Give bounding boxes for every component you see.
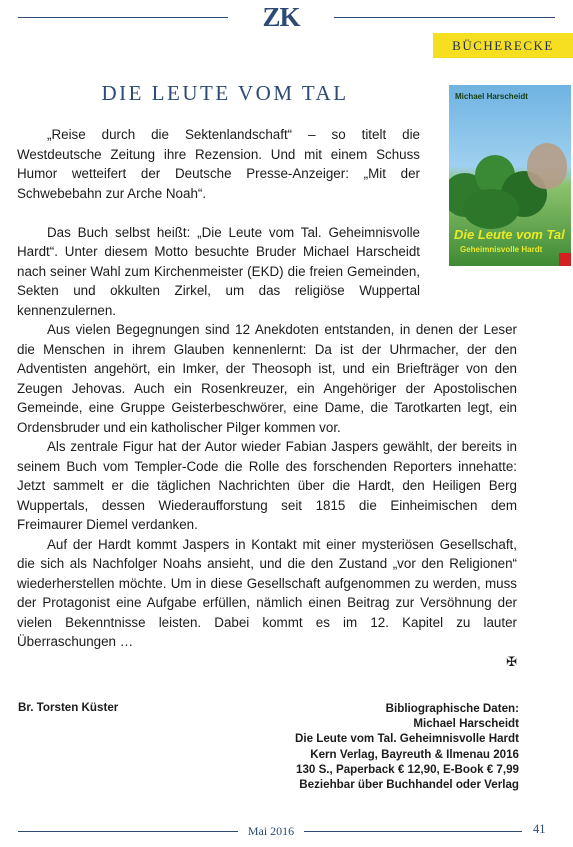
cover-portrait: [527, 143, 567, 189]
header-rule-right: [334, 17, 555, 18]
bibliography-line: 130 S., Paperback € 12,90, E-Book € 7,99: [296, 762, 519, 776]
cover-flag: [559, 253, 571, 266]
article-paragraph: Aus vielen Begegnungen sind 12 Anekdoten entstanden, in denen der Leser die Menschen in ihrem Glauben kennenlernt: Da ist der Uhrmacher, der den Adventisten angehört, ein Imker, der Theosoph ist, und ein Briefträger von den Zeugen Jehovas. Auch ein Rosenkreuzer, ein Angehöriger der Apostolischen Gemeinde, eine Gruppe Geisterbeschwörer, eine Dame, die Tarotkarten legt, ein Ordensbruder und ein katholischer Pilger kommen vor.: [17, 322, 517, 435]
cover-title: Die Leute vom Tal: [454, 227, 565, 242]
end-mark-icon: ✠: [506, 653, 517, 669]
footer-rule-right: [304, 831, 522, 832]
bibliography-line: Die Leute vom Tal. Geheimnisvolle Hardt: [295, 732, 519, 746]
bibliography-line: Kern Verlag, Bayreuth & Ilmenau 2016: [310, 747, 519, 761]
bibliography-line: Michael Harscheidt: [413, 717, 519, 731]
bibliography-heading: Bibliographische Daten:: [385, 702, 519, 715]
footer-rule-left: [18, 831, 238, 832]
cover-subtitle: Geheimnisvolle Hardt: [460, 245, 543, 254]
article-paragraph-text: Auf der Hardt kommt Jaspers in Kontakt mit einer mysteriösen Gesellschaft, die sich als Nachfolger Noahs ansieht, und die den Zustand „vor den Religionen“ wiederherstellen möchte. Um in diese Gesellschaft aufgenommen zu werden, muss der Protagonist eine Aufgabe erfüllen, nämlich einen Beitrag zur Versöhnung der vielen Bekenntnisse leisten. Dabei kommt es im 12. Kapitel zu lauter Überraschungen …: [17, 536, 517, 649]
magazine-logo: ZK: [262, 2, 300, 32]
article-paragraph: Als zentrale Figur hat der Autor wieder Fabian Jaspers gewählt, der bereits in seinem Buch vom Templer-Code die Rolle des forschenden Reporters innehatte: Jetzt sammelt er die täglichen Nachrichten über die Hardt, den Heiligen Berg Wuppertals, dessen Wiederaufforstung seit 1815 die Einheimischen dem Freimaurer Diemel verdanken.: [17, 439, 517, 532]
article-body: [17, 125, 517, 671]
section-badge: BÜCHERECKE: [433, 33, 573, 58]
header-rule-left: [18, 17, 228, 18]
cover-author: Michael Harscheidt: [455, 92, 528, 101]
article-title: DIE LEUTE VOM TAL: [101, 81, 349, 105]
bibliography-block: [295, 701, 519, 792]
bibliography-line: Beziehbar über Buchhandel oder Verlag: [299, 778, 519, 792]
article-paragraph: [17, 535, 517, 652]
article-author: Br. Torsten Küster: [18, 701, 119, 714]
end-mark-row: [17, 652, 517, 669]
article-paragraph: „Reise durch die Sektenlandschaft“ – so titelt die Westdeutsche Zeitung ihre Rezension. Und mit einem Schuss Humor wetteifert der Deutsche Presse-Anzeiger: „Mit der Schwebebahn zur Arche Noah“.: [17, 127, 420, 201]
article-paragraph: Das Buch selbst heißt: „Die Leute vom Tal. Geheimnisvolle Hardt“. Unter diesem Motto besuchte Bruder Michael Harscheidt nach seiner Wahl zum Kirchenmeister (EKD) die freien Gemeinden, Sekten und okkulten Zirkel, um das religiöse Wuppertal kennenzulernen.: [17, 224, 420, 318]
page-number: 41: [533, 822, 546, 836]
footer-date: Mai 2016: [247, 824, 295, 838]
